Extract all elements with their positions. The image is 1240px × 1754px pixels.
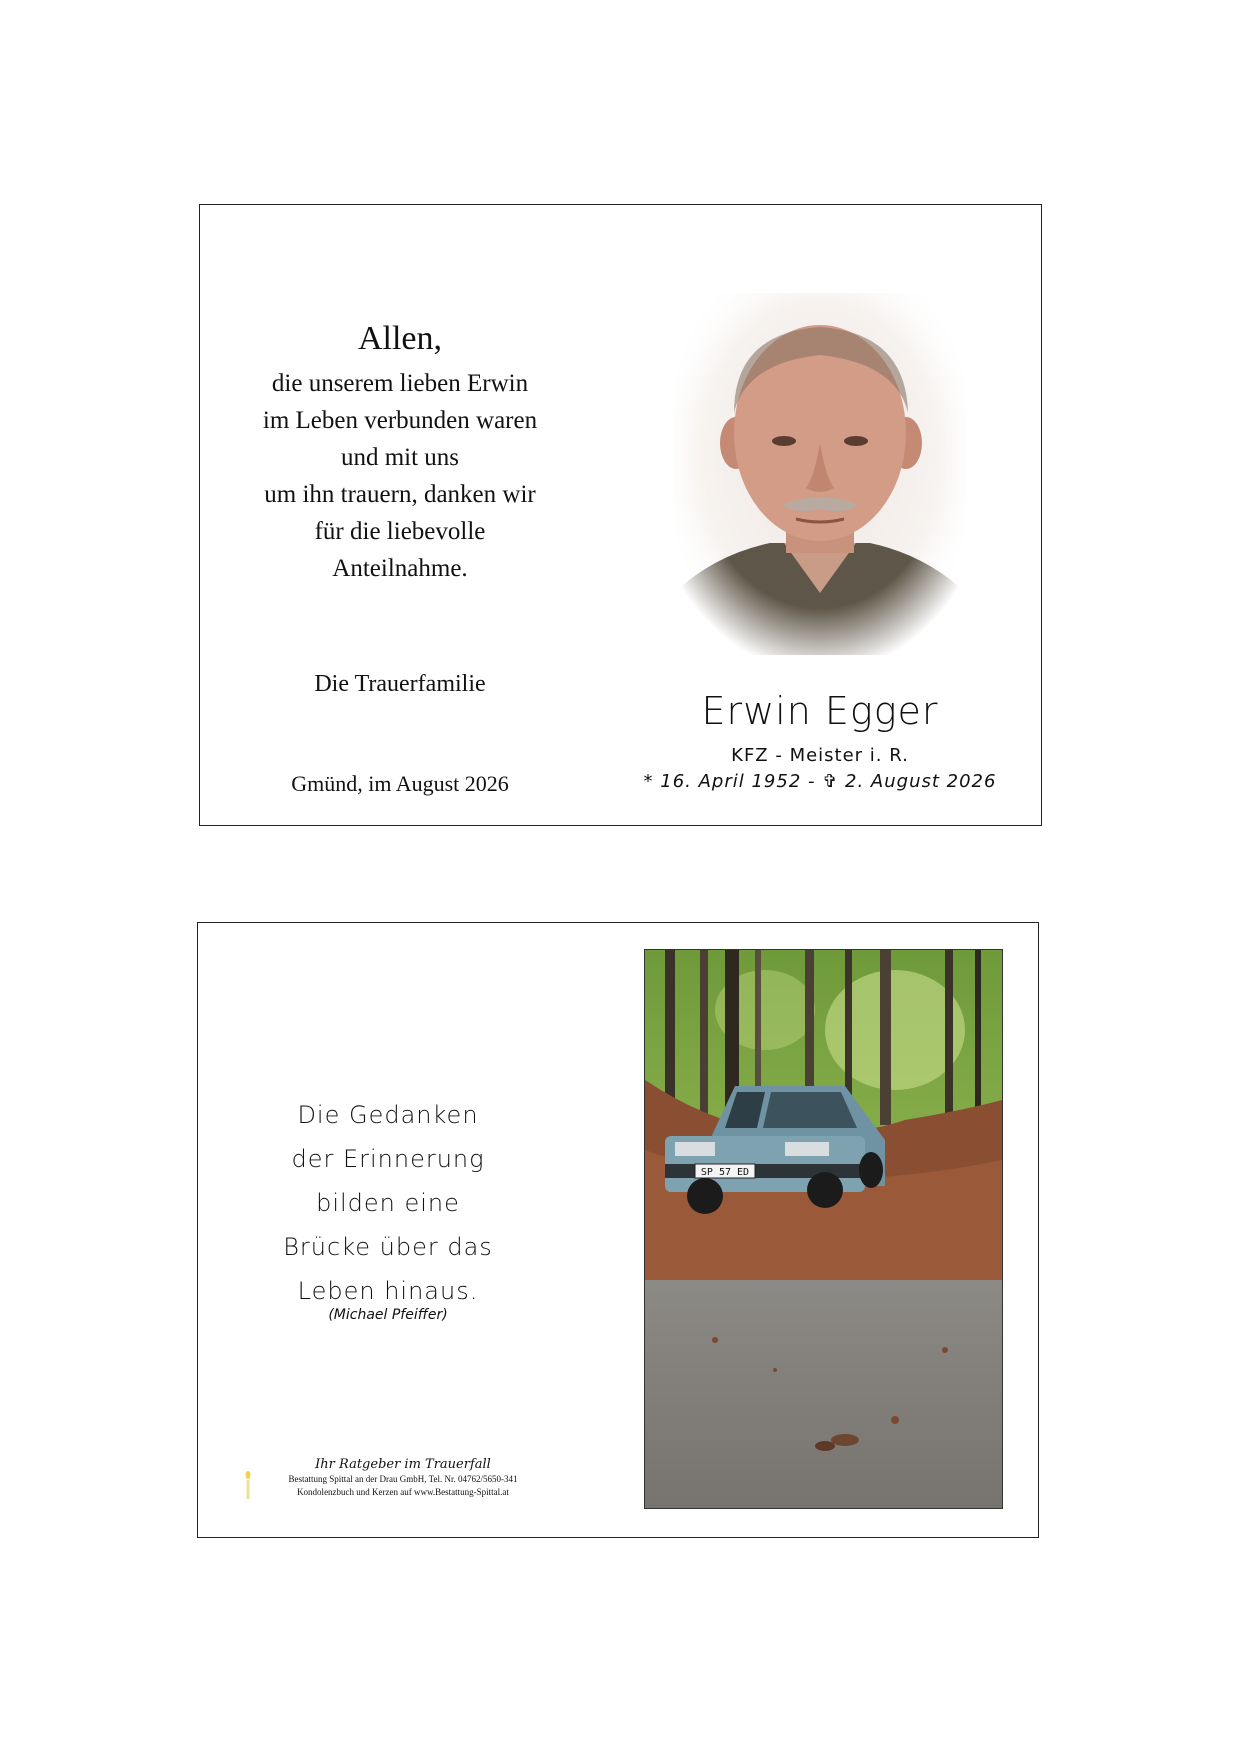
quote-line: bilden eine [316, 1189, 460, 1217]
quote-line: Die Gedanken [297, 1101, 479, 1129]
thanks-line: Anteilnahme. [332, 555, 468, 582]
license-plate: SP 57 ED [700, 1167, 750, 1178]
thanks-line: um ihn trauern, danken wir [264, 481, 536, 508]
quote-line: Brücke über das [283, 1233, 493, 1261]
quote-line: Leben hinaus. [297, 1277, 479, 1305]
portrait-photo [674, 293, 966, 655]
thanks-text [230, 315, 570, 587]
profession: KFZ - Meister i. R. [731, 745, 909, 766]
undertaker-contact: Bestattung Spittal an der Drau GmbH, Tel. Nr. 04762/5650-341 [288, 1474, 518, 1484]
undertaker-website: Kondolenzbuch und Kerzen auf www.Bestattung-Spittal.at [297, 1487, 509, 1497]
portrait-illustration [674, 293, 966, 655]
memorial-quote [238, 1093, 538, 1313]
quote-line: der Erinnerung [291, 1145, 485, 1173]
car-in-forest-photo [644, 949, 1003, 1509]
thanks-line: die unserem lieben Erwin [271, 370, 529, 397]
deceased-name: Erwin Egger [701, 689, 939, 733]
car-forest-illustration [645, 950, 1002, 1508]
place-date: Gmünd, im August 2026 [291, 771, 509, 796]
thanks-line: und mit uns [340, 444, 460, 471]
thanks-headline: Allen, [357, 320, 443, 357]
undertaker-info [248, 1458, 558, 1499]
undertaker-slogan: Ihr Ratgeber im Trauerfall [315, 1457, 491, 1472]
life-dates: * 16. April 1952 - ✞ 2. August 2026 [643, 771, 997, 792]
quote-author: (Michael Pfeiffer) [328, 1307, 448, 1323]
thanks-line: im Leben verbunden waren [262, 407, 538, 434]
family-signature: Die Trauerfamilie [314, 671, 486, 697]
thanks-line: für die liebevolle [314, 518, 486, 545]
thank-you-card-back [197, 922, 1039, 1538]
thank-you-card-front [199, 204, 1042, 826]
